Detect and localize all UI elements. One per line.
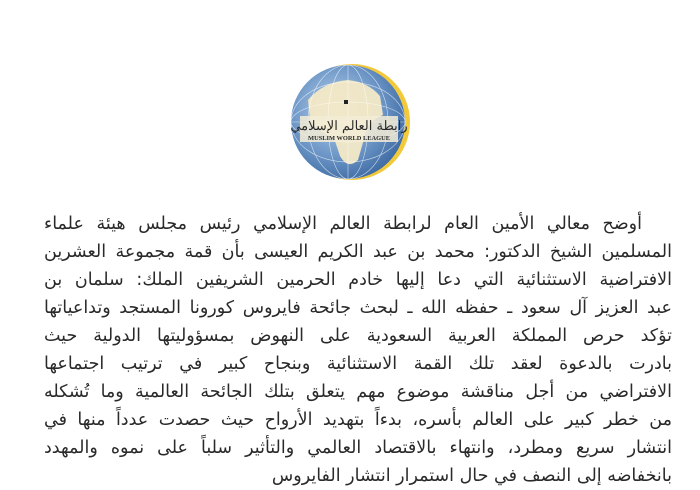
- paragraph-line: المسلمين الشيخ الدكتور: محمد بن عبد الكريم العيسى بأن قمة مجموعة العشرين: [44, 242, 672, 262]
- logo-arabic-text: رابطة العالم الإسلامي: [290, 119, 408, 134]
- paragraph-line: من خطر كبير على العالم بأسره، بدءاً بتهديد الأرواح حيث حصدت عدداً منها في: [44, 410, 672, 430]
- paragraph-line: الافتراضية الاستثنائية التي دعا إليها خادم الحرمين الشريفين الملك: سلمان بن: [44, 270, 672, 290]
- logo-english-text: MUSLIM WORLD LEAGUE: [308, 135, 390, 142]
- paragraph-line: أوضح معالي الأمين العام لرابطة العالم الإسلامي رئيس مجلس هيئة علماء: [44, 214, 642, 234]
- paragraph-line: عبد العزيز آل سعود ـ حفظه الله ـ لبحث جائحة فايروس كورونا المستجد وتداعياتها: [44, 298, 672, 318]
- article-body: [44, 210, 672, 490]
- paragraph-line: بادرت بالدعوة لعقد تلك القمة الاستثنائية وبنجاح كبير في ترتيب اجتماعها: [44, 354, 672, 374]
- paragraph-line: الافتراضي من أجل مناقشة موضوع مهم يتعلق بتلك الجائحة العالمية وما تُشكله: [44, 382, 672, 402]
- paragraph-line: تؤكد حرص المملكة العربية السعودية على النهوض بمسؤوليتها الدولية حيث: [44, 326, 672, 346]
- paragraph-line: بانخفاضه إلى النصف في حال استمرار انتشار الفايروس: [271, 466, 672, 486]
- muslim-world-league-logo: [288, 60, 412, 184]
- paragraph-line: انتشار سريع ومطرد، وانتهاء بالاقتصاد العالمي والتأثير سلباً على نموه والمهدد: [44, 438, 672, 458]
